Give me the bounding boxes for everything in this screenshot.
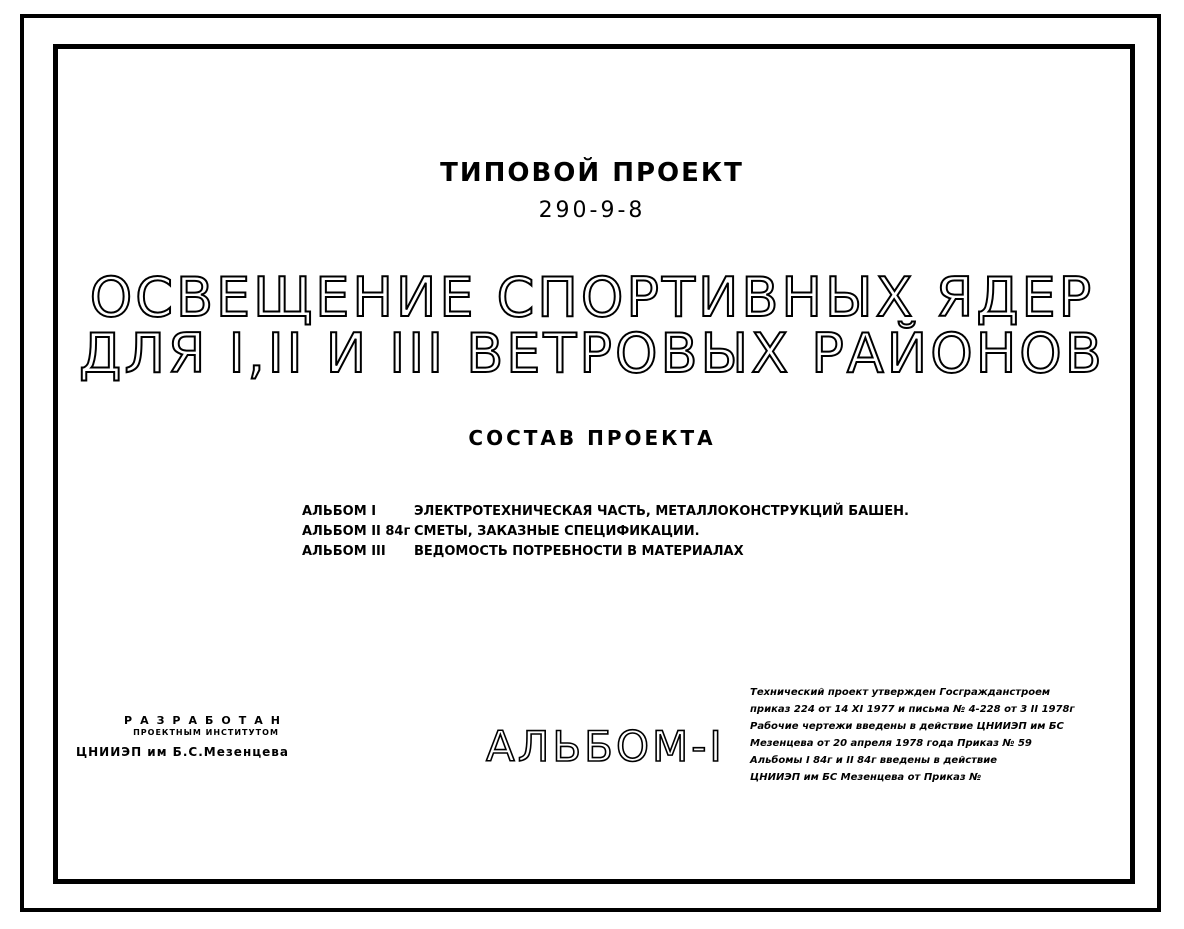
developer-block [76, 714, 336, 759]
developer-label: РАЗРАБОТАН [124, 714, 288, 727]
approval-line: Альбомы I 84г и II 84г введены в действие [750, 755, 998, 766]
composition-item [302, 522, 909, 542]
composition-item [302, 502, 909, 522]
composition-description: ВЕДОМОСТЬ ПОТРЕБНОСТИ В МАТЕРИАЛАХ [414, 544, 744, 559]
composition-item [302, 542, 909, 562]
title-line-1: ОСВЕЩЕНИЕ СПОРТИВНЫХ ЯДЕР [89, 266, 1095, 329]
approval-line: приказ 224 от 14 XI 1977 и письма № 4-228 от 3 II 1978г [750, 704, 1075, 715]
composition-description: ЭЛЕКТРОТЕХНИЧЕСКАЯ ЧАСТЬ, МЕТАЛЛОКОНСТРУКЦИЙ БАШЕН. [414, 504, 909, 519]
title-line-2: ДЛЯ I,II И III ВЕТРОВЫХ РАЙОНОВ [79, 322, 1105, 385]
approval-line: Технический проект утвержден Госгражданстроем [750, 687, 1051, 698]
developer-institute: ЦНИИЭП им Б.С.Мезенцева [76, 745, 289, 759]
composition-list [302, 502, 909, 562]
album-title: АЛЬБОМ-I [486, 722, 725, 771]
approval-line: ЦНИИЭП им БС Мезенцева от Приказ № [750, 772, 982, 783]
composition-volume: АЛЬБОМ III [302, 544, 386, 559]
developer-sublabel: ПРОЕКТНЫМ ИНСТИТУТОМ [133, 728, 279, 737]
approval-line: Мезенцева от 20 апреля 1978 года Приказ № 59 [750, 738, 1032, 749]
approval-line: Рабочие чертежи введены в действие ЦНИИЭП им БС [750, 721, 1064, 732]
document-type: ТИПОВОЙ ПРОЕКТ [440, 158, 744, 188]
document-number: 290-9-8 [538, 198, 646, 223]
composition-volume: АЛЬБОМ I [302, 504, 377, 519]
composition-volume: АЛЬБОМ II 84г [302, 524, 411, 539]
composition-description: СМЕТЫ, ЗАКАЗНЫЕ СПЕЦИФИКАЦИИ. [414, 524, 700, 539]
approval-note [750, 684, 1075, 786]
composition-heading: СОСТАВ ПРОЕКТА [468, 426, 716, 450]
